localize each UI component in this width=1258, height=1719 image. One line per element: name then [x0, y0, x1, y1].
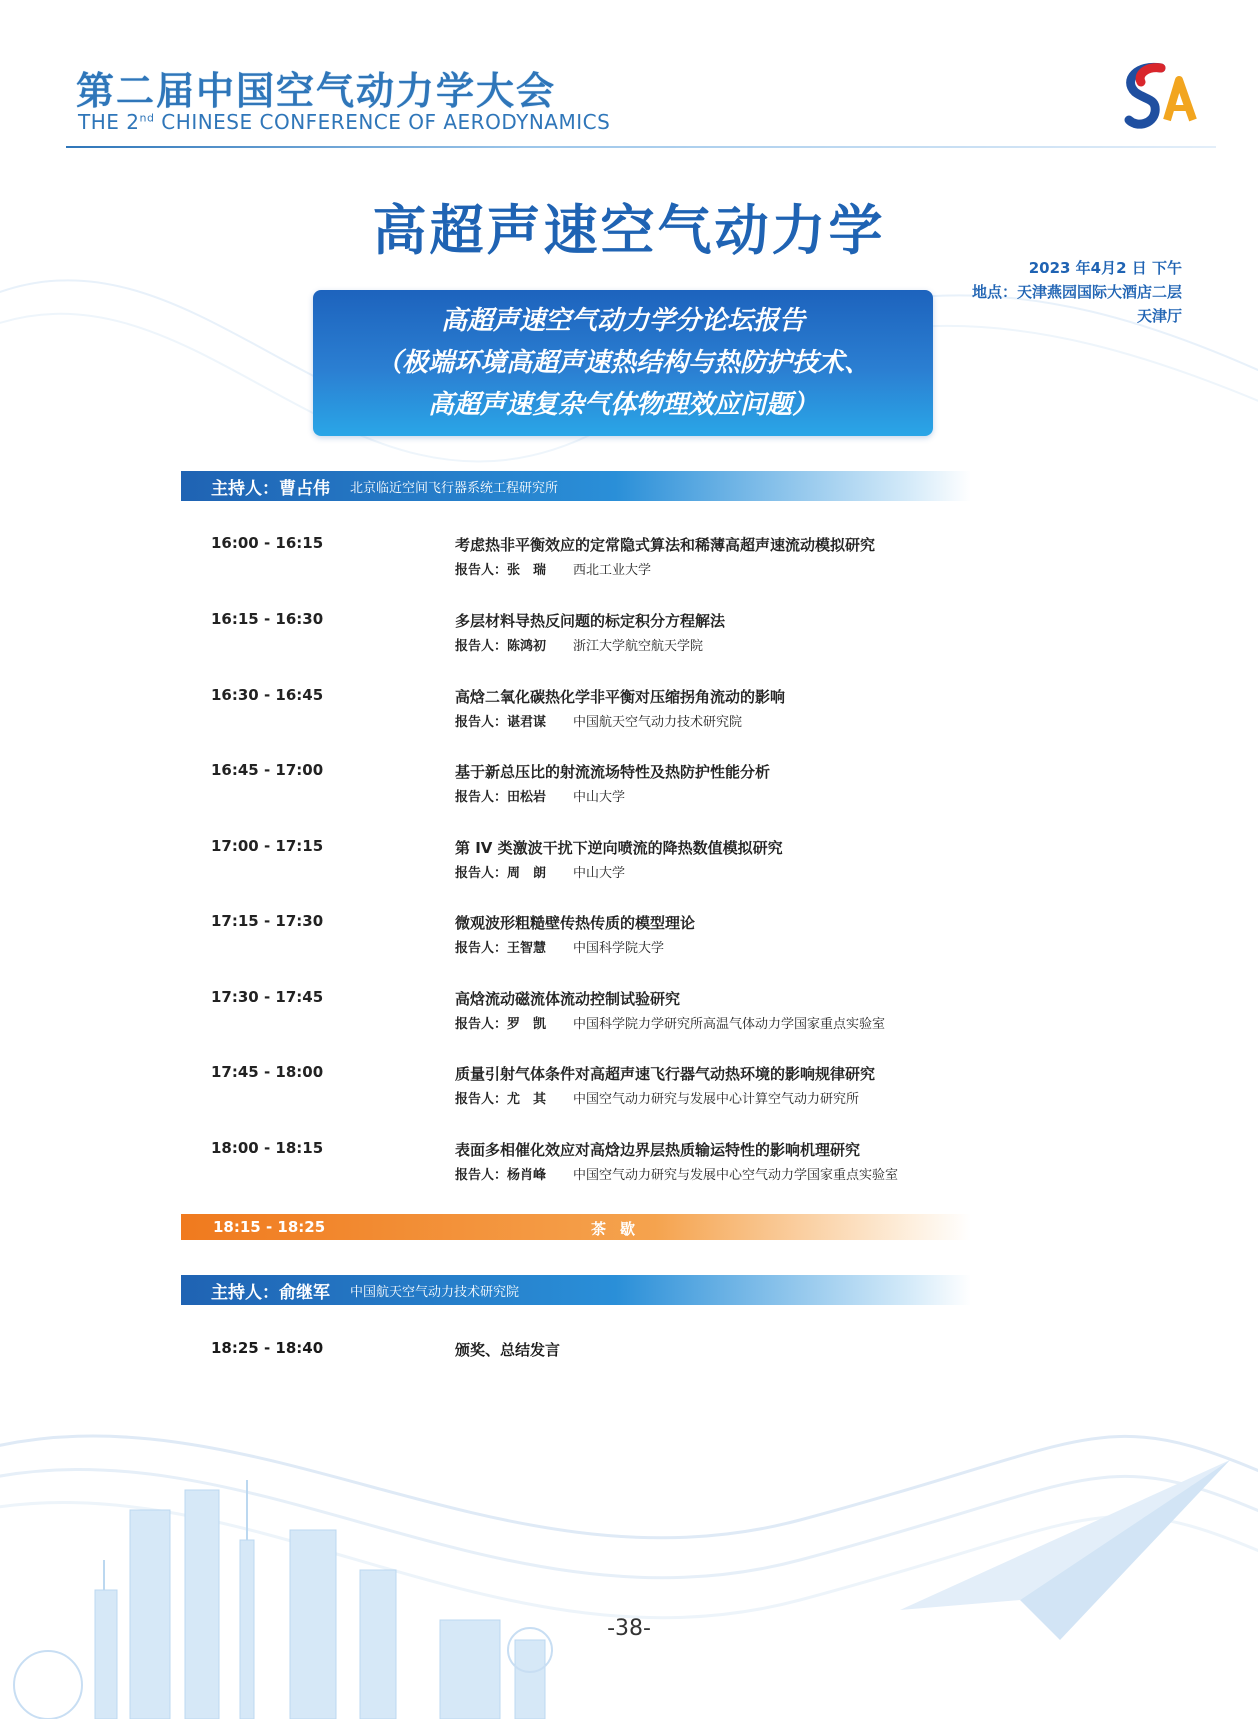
schedule-item: [0, 988, 1258, 1058]
speaker-row: [455, 635, 703, 654]
speaker-row: [455, 559, 651, 578]
banner-line-1: 高超声速空气动力学分论坛报告: [440, 306, 805, 336]
speaker-org: 中国科学院力学研究所高温气体动力学国家重点实验室: [573, 1017, 886, 1032]
item-time: 17:45 - 18:00: [211, 1063, 324, 1081]
speaker-row: [455, 786, 625, 805]
item-time: 17:00 - 17:15: [211, 837, 324, 855]
host-bar-session-2: [181, 1275, 971, 1305]
speaker-name: 谌君谋: [507, 715, 547, 730]
speaker-org: 西北工业大学: [573, 563, 652, 578]
session-meta: [972, 256, 1182, 328]
schedule-item: [0, 1063, 1258, 1133]
break-label: 茶歇: [591, 1220, 650, 1238]
header-rule: [66, 146, 1216, 148]
item-title: 高焓流动磁流体流动控制试验研究: [455, 990, 681, 1008]
schedule-item: [0, 912, 1258, 982]
host-name: 曹占伟: [279, 478, 330, 499]
conference-title-cn: 第二届中国空气动力学大会: [76, 69, 557, 113]
speaker-row: [455, 937, 664, 956]
speaker-row: [455, 711, 742, 730]
banner-line-2: （极端环境高超声速热结构与热防护技术、: [375, 348, 870, 378]
speaker-name: 杨肖峰: [507, 1168, 547, 1183]
speaker-label: 报告人：: [455, 790, 508, 805]
speaker-label: 报告人：: [455, 1092, 508, 1107]
speaker-org: 中山大学: [573, 790, 626, 805]
session-date: 2023 年4月2 日 下午: [1028, 259, 1182, 277]
item-title: 基于新总压比的射流流场特性及热防护性能分析: [455, 763, 771, 781]
speaker-name: 张 瑞: [507, 563, 547, 578]
speaker-name: 王智慧: [507, 941, 547, 956]
schedule-item: [0, 610, 1258, 680]
banner-line-3: 高超声速复杂气体物理效应问题）: [427, 390, 818, 420]
item-time: 18:25 - 18:40: [211, 1339, 324, 1357]
speaker-org: 中国科学院大学: [573, 941, 665, 956]
item-time: 17:15 - 17:30: [211, 912, 324, 930]
schedule-item: [0, 1139, 1258, 1209]
item-title: 微观波形粗糙壁传热传质的模型理论: [455, 914, 696, 932]
speaker-name: 尤 其: [507, 1092, 547, 1107]
speaker-label: 报告人：: [455, 1017, 508, 1032]
speaker-label: 报告人：: [455, 866, 508, 881]
host-label: 主持人：: [211, 478, 279, 499]
speaker-org: 中国航天空气动力技术研究院: [573, 715, 743, 730]
speaker-row: [455, 1164, 898, 1183]
speaker-name: 陈鸿初: [507, 639, 547, 654]
host-org: 中国航天空气动力技术研究院: [350, 1284, 520, 1300]
item-title: 考虑热非平衡效应的定常隐式算法和稀薄高超声速流动模拟研究: [455, 536, 876, 554]
item-title: 质量引射气体条件对高超声速飞行器气动热环境的影响规律研究: [455, 1065, 876, 1083]
page-number: -38-: [607, 1616, 651, 1641]
item-time: 16:30 - 16:45: [211, 686, 324, 704]
session-location: 地点：天津燕园国际大酒店二层: [971, 283, 1182, 301]
speaker-row: [455, 1013, 885, 1032]
forum-banner: [313, 290, 933, 436]
speaker-label: 报告人：: [455, 563, 508, 578]
host-label: 主持人：: [211, 1282, 279, 1303]
item-time: 16:45 - 17:00: [211, 761, 324, 779]
speaker-label: 报告人：: [455, 639, 508, 654]
item-time: 16:15 - 16:30: [211, 610, 324, 628]
speaker-name: 周 朗: [507, 866, 547, 881]
speaker-label: 报告人：: [455, 941, 508, 956]
speaker-org: 浙江大学航空航天学院: [573, 639, 704, 654]
item-title: 多层材料导热反问题的标定积分方程解法: [455, 612, 726, 630]
item-time: 17:30 - 17:45: [211, 988, 324, 1006]
csa-logo-icon: [1117, 58, 1197, 138]
speaker-name: 田松岩: [507, 790, 547, 805]
speaker-label: 报告人：: [455, 715, 508, 730]
item-title: 颁奖、总结发言: [455, 1341, 561, 1359]
host-bar-session-1: [181, 471, 971, 501]
item-title: 表面多相催化效应对高焓边界层热质输运特性的影响机理研究: [455, 1141, 861, 1159]
city-skyline-illustration: [0, 1470, 620, 1719]
schedule-item: [0, 686, 1258, 756]
item-title: 第 IV 类激波干扰下逆向喷流的降热数值模拟研究: [455, 839, 783, 857]
page-title: 高超声速空气动力学: [372, 199, 886, 262]
speaker-org: 中山大学: [573, 866, 626, 881]
item-time: 16:00 - 16:15: [211, 534, 324, 552]
schedule-item: [0, 761, 1258, 831]
speaker-label: 报告人：: [455, 1168, 508, 1183]
host-name: 俞继军: [279, 1282, 330, 1303]
speaker-row: [455, 1088, 859, 1107]
tea-break-bar: [181, 1214, 971, 1240]
speaker-row: [455, 862, 625, 881]
item-title: 高焓二氧化碳热化学非平衡对压缩拐角流动的影响: [455, 688, 786, 706]
speaker-org: 中国空气动力研究与发展中心空气动力学国家重点实验室: [573, 1168, 899, 1183]
speaker-org: 中国空气动力研究与发展中心计算空气动力研究所: [573, 1092, 860, 1107]
paper-plane-illustration: [900, 1460, 1230, 1640]
schedule-item: [0, 534, 1258, 604]
session-hall: 天津厅: [1136, 307, 1182, 325]
schedule-item: [0, 837, 1258, 907]
item-time: 18:00 - 18:15: [211, 1139, 324, 1157]
speaker-name: 罗 凯: [507, 1017, 547, 1032]
host-org: 北京临近空间飞行器系统工程研究所: [350, 480, 559, 496]
conference-title-en: THE 2nd CHINESE CONFERENCE OF AERODYNAMICS: [78, 110, 611, 134]
break-time: 18:15 - 18:25: [213, 1218, 326, 1236]
